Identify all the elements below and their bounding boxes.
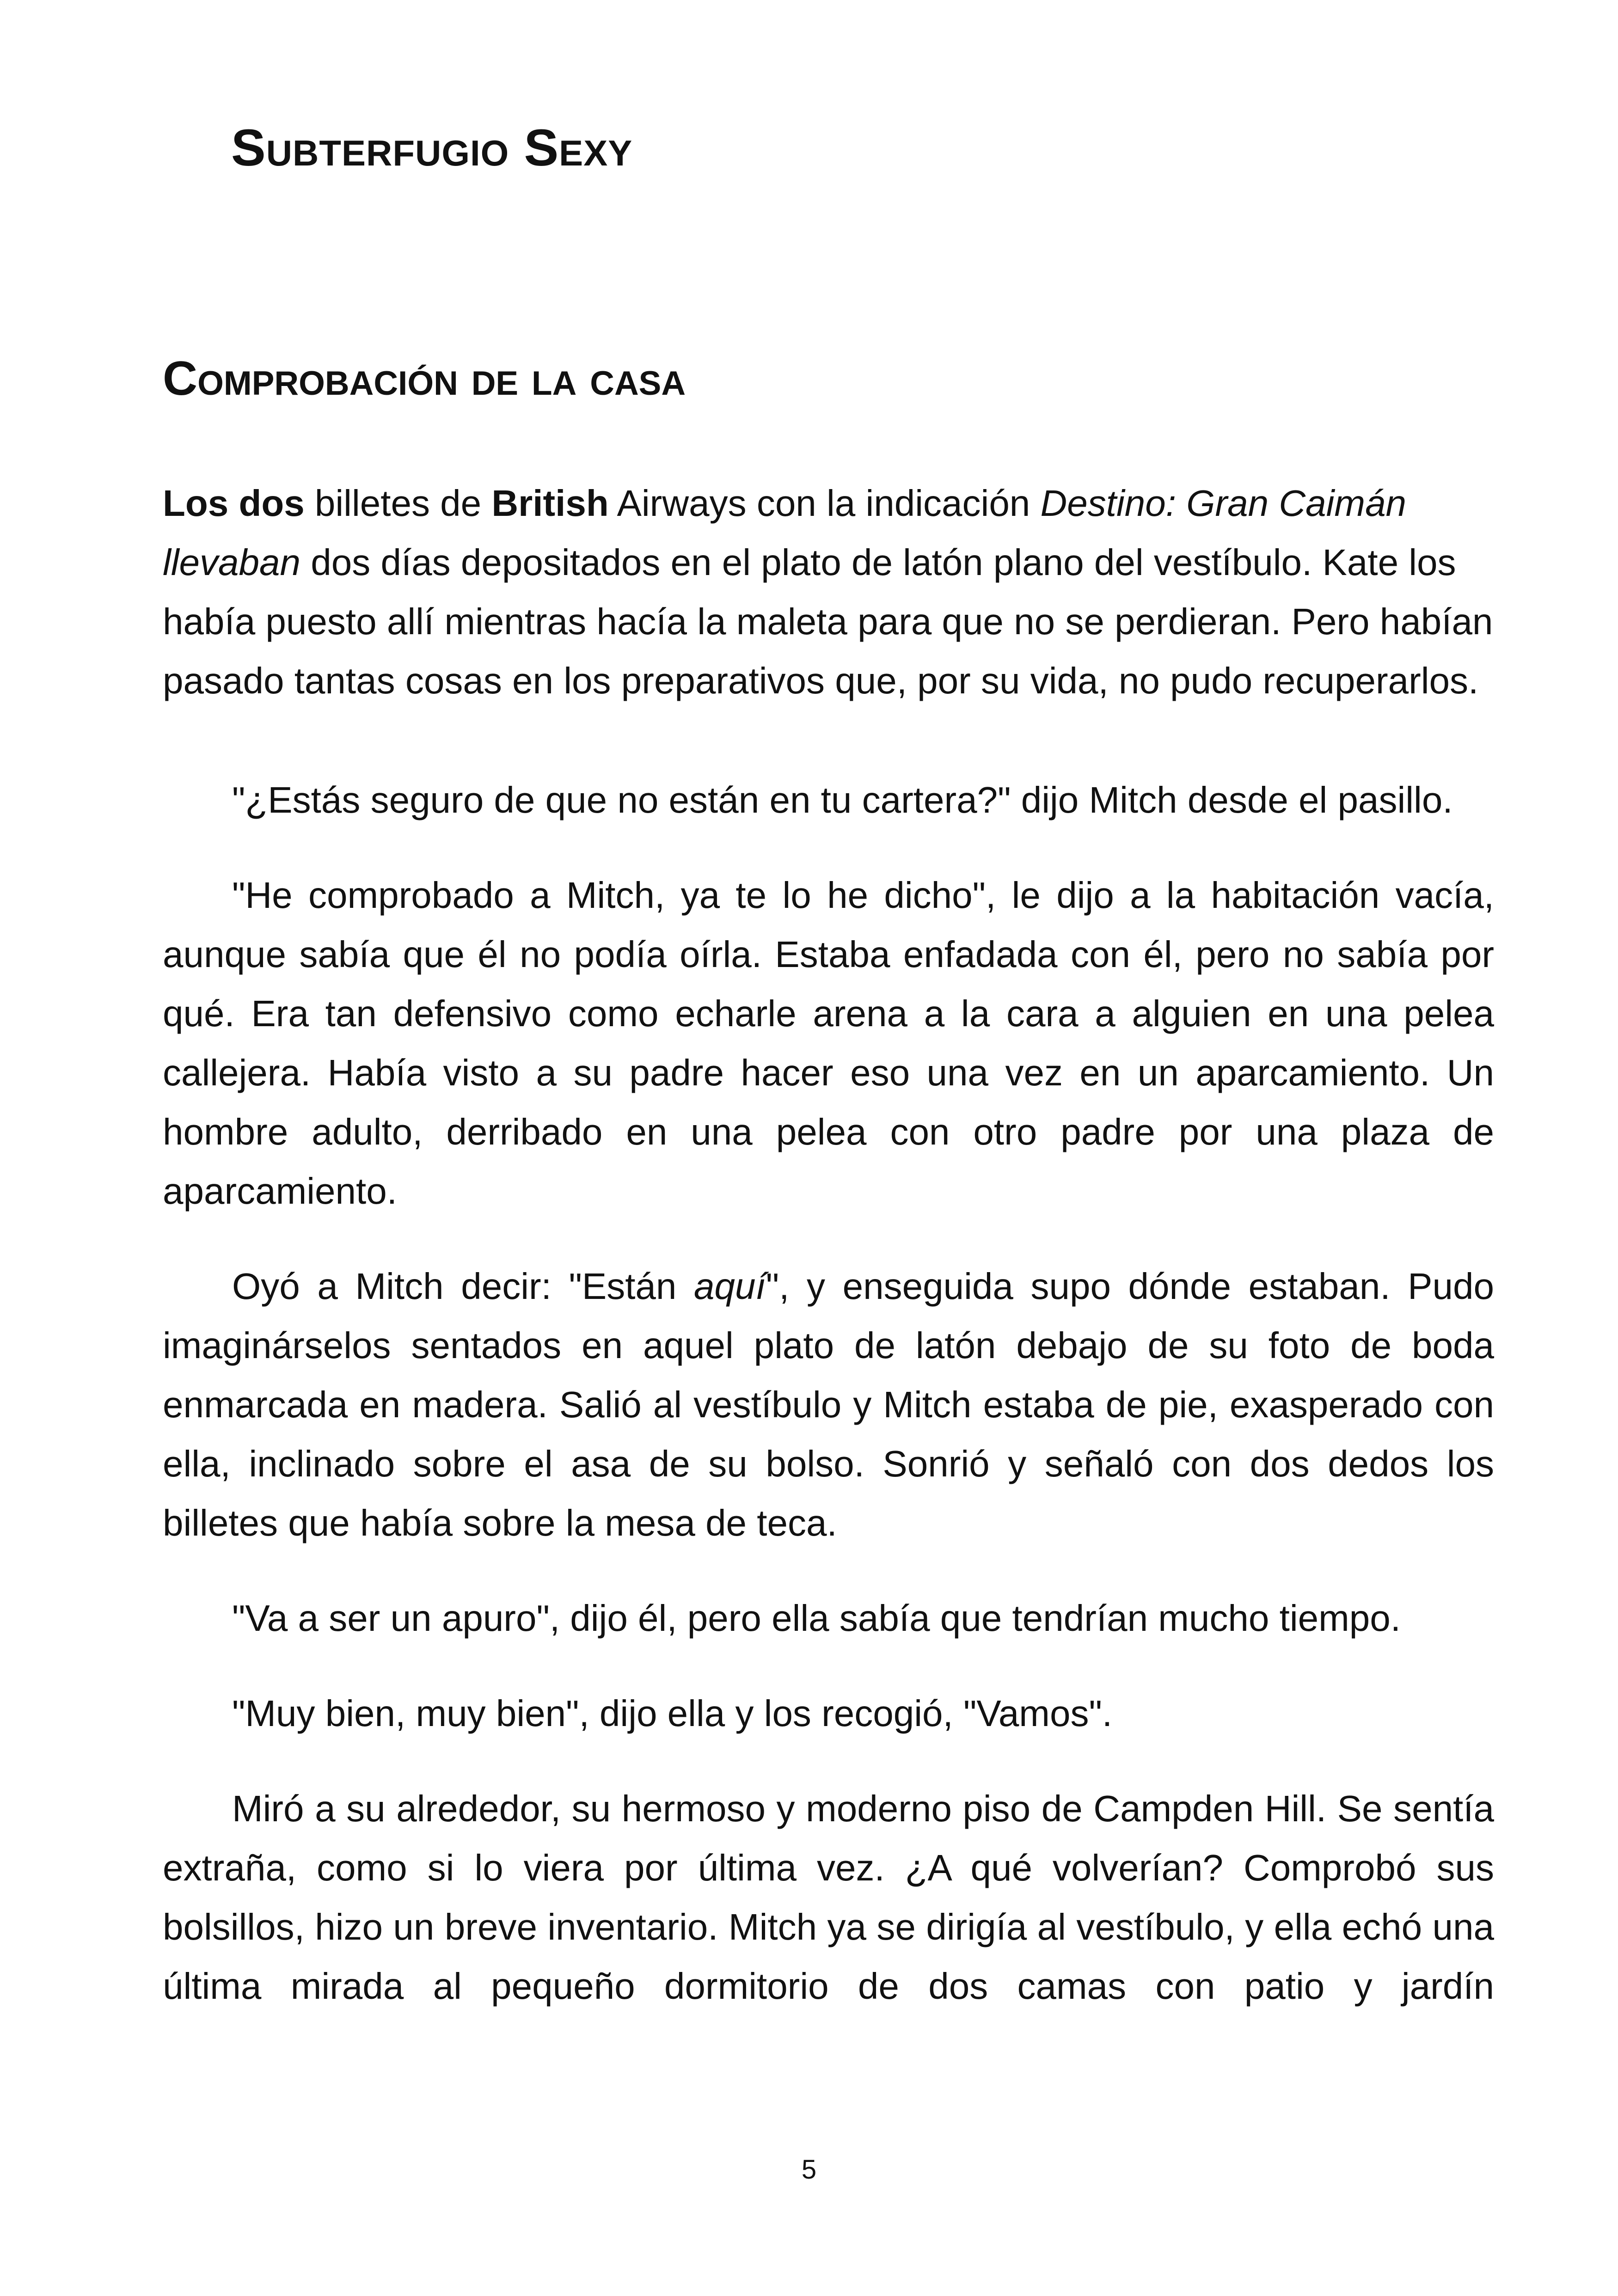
book-title: Subterfugio Sexy <box>231 119 633 177</box>
paragraph-1 <box>163 474 1494 710</box>
paragraph-7: Miró a su alrededor, su hermoso y moderno piso de Campden Hill. Se sentía extraña, como si lo viera por última vez. ¿A qué volverían? Comprobó sus bolsillos, hizo un breve inventario. Mitch ya se dirigía al vestíbulo, y ella echó una última mirada al pequeño dormitorio de dos camas con patio y jardín <box>163 1788 1494 2007</box>
paragraph-6: "Muy bien, muy bien", dijo ella y los recogió, "Vamos". <box>232 1693 1113 1734</box>
paragraph-3: "He comprobado a Mitch, ya te lo he dicho", le dijo a la habitación vacía, aunque sabía que él no podía oírla. Estaba enfadada con él, pero no sabía por qué. Era tan defensivo como echarle arena a la cara a alguien en una pelea callejera. Había visto a su padre hacer eso una vez en un aparcamiento. Un hombre adulto, derribado en una pelea con otro padre por una plaza de aparcamiento. <box>163 875 1494 1212</box>
paragraph-5: "Va a ser un apuro", dijo él, pero ella sabía que tendrían mucho tiempo. <box>232 1598 1401 1639</box>
bold-phrase: Los dos <box>163 483 305 524</box>
text-run: billetes de <box>304 483 492 524</box>
paragraph-2: "¿Estás seguro de que no están en tu cartera?" dijo Mitch desde el pasillo. <box>232 779 1453 820</box>
italic-phrase: aquí <box>694 1266 766 1307</box>
italic-phrase: Destino: Gran Caimán llevaban <box>163 483 1406 583</box>
bold-phrase: British <box>491 483 609 524</box>
chapter-title: Comprobación de la casa <box>163 352 686 405</box>
text-run: Oyó a Mitch decir: "Están <box>232 1266 694 1307</box>
text-run: Airways con la indicación <box>608 483 1041 524</box>
body-text <box>163 474 1494 2052</box>
page-number: 5 <box>801 2155 817 2185</box>
text-run: ", y enseguida supo dónde estaban. Pudo imaginárselos sentados en aquel plato de latón debajo de su foto de boda enmarcada en madera. Salió al vestíbulo y Mitch estaba de pie, exasperado con ella, inclinado sobre el asa de su bolso. Sonrió y señaló con dos dedos los billetes que había sobre la mesa de teca. <box>163 1266 1495 1543</box>
paragraph-4 <box>163 1257 1494 1553</box>
text-run: dos días depositados en el plato de latón plano del vestíbulo. Kate los había puesto allí mientras hacía la maleta para que no se perdieran. Pero habían pasado tantas cosas en los preparativos que, por su vida, no pudo recuperarlos. <box>163 542 1493 701</box>
